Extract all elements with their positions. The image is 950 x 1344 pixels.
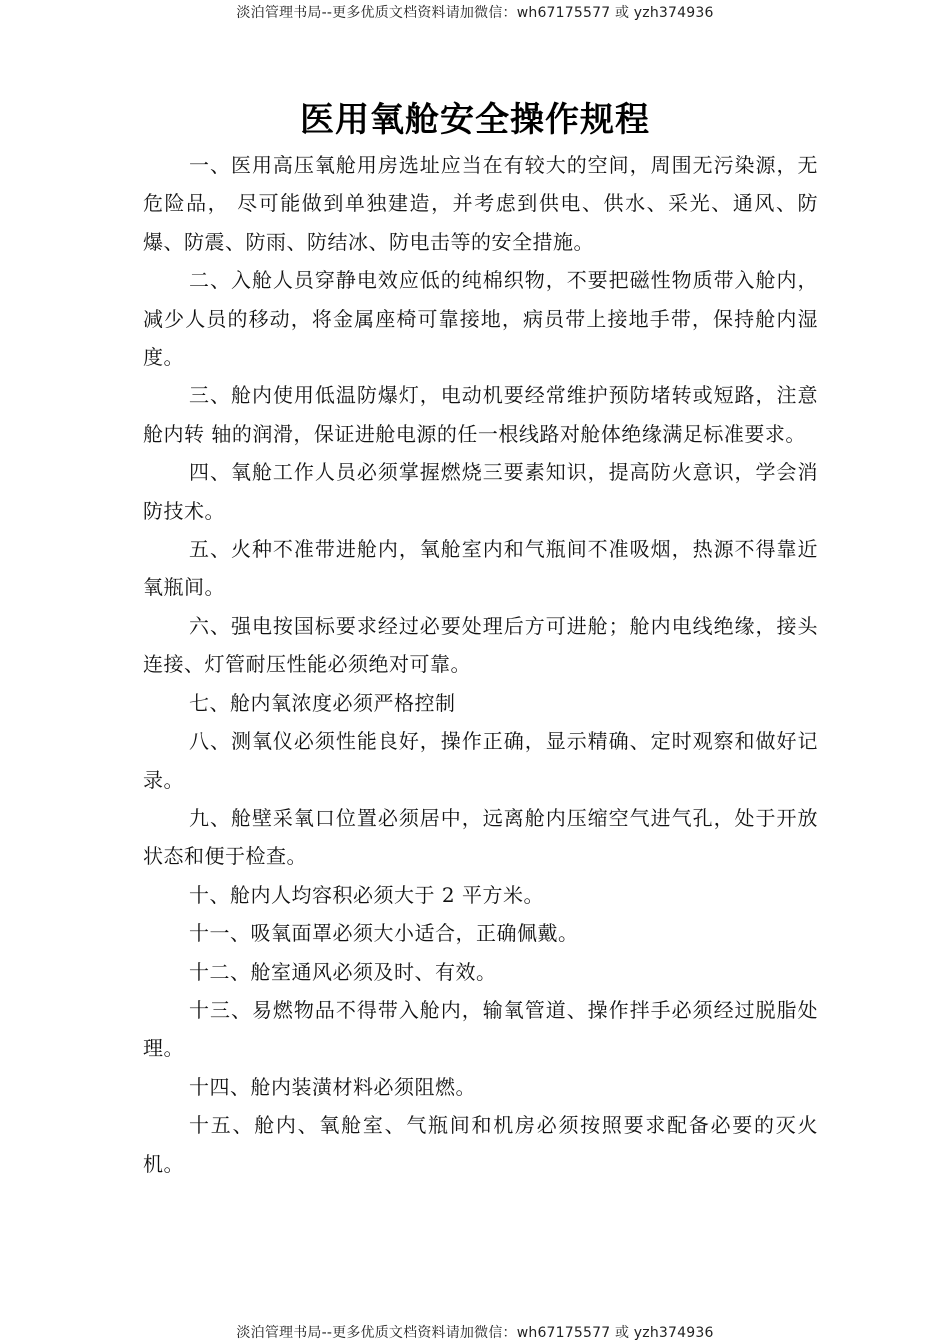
clause-13: 十三、易燃物品不得带入舱内，输氧管道、操作拌手必须经过脱脂处理。: [143, 997, 818, 1061]
clause-6: 六、强电按国标要求经过必要处理后方可进舱；舱内电线绝缘，接头连接、灯管耐压性能必须绝对可靠。: [143, 613, 818, 677]
clause-10: 十、舱内人均容积必须大于 2 平方米。: [189, 882, 544, 907]
page-title: 医用氧舱安全操作规程: [300, 100, 650, 140]
clause-3: 三、舱内使用低温防爆灯，电动机要经常维护预防堵转或短路，注意舱内转 轴的润滑，保证进舱电源的任一根线路对舱体绝缘满足标准要求。: [143, 383, 818, 446]
clause-5: 五、火种不准带进舱内，氧舱室内和气瓶间不准吸烟，热源不得靠近氧瓶间。: [143, 537, 818, 600]
clause-1: 一、医用高压氧舱用房选址应当在有较大的空间，周围无污染源，无危险品， 尽可能做到单独建造，并考虑到供电、供水、采光、通风、防爆、防震、防雨、防结冰、防电击等的安全措施。: [143, 153, 818, 254]
clause-12: 十二、舱室通风必须及时、有效。: [189, 959, 497, 984]
footer-note: 淡泊管理书局--更多优质文档资料请加微信：wh67175577 或 yzh374936: [236, 1325, 714, 1341]
document-body: [143, 146, 818, 1183]
clause-4: 四、氧舱工作人员必须掌握燃烧三要素知识，提高防火意识，学会消防技术。: [143, 460, 818, 523]
clause-11: 十一、吸氧面罩必须大小适合，正确佩戴。: [189, 921, 579, 946]
header-note: 淡泊管理书局--更多优质文档资料请加微信：wh67175577 或 yzh374936: [236, 5, 714, 21]
clause-7: 七、舱内氧浓度必须严格控制: [189, 690, 456, 715]
clause-15: 十五、舱内、氧舱室、气瓶间和机房必须按照要求配备必要的灭火机。: [143, 1113, 818, 1176]
clause-14: 十四、舱内装潢材料必须阻燃。: [189, 1074, 476, 1099]
clause-8: 八、测氧仪必须性能良好，操作正确，显示精确、定时观察和做好记录。: [143, 729, 818, 792]
clause-9: 九、舱壁采氧口位置必须居中，远离舱内压缩空气进气孔，处于开放状态和便于检查。: [143, 805, 818, 869]
clause-2: 二、入舱人员穿静电效应低的纯棉织物，不要把磁性物质带入舱内，减少人员的移动，将金属座椅可靠接地，病员带上接地手带，保持舱内湿度。: [143, 268, 818, 370]
